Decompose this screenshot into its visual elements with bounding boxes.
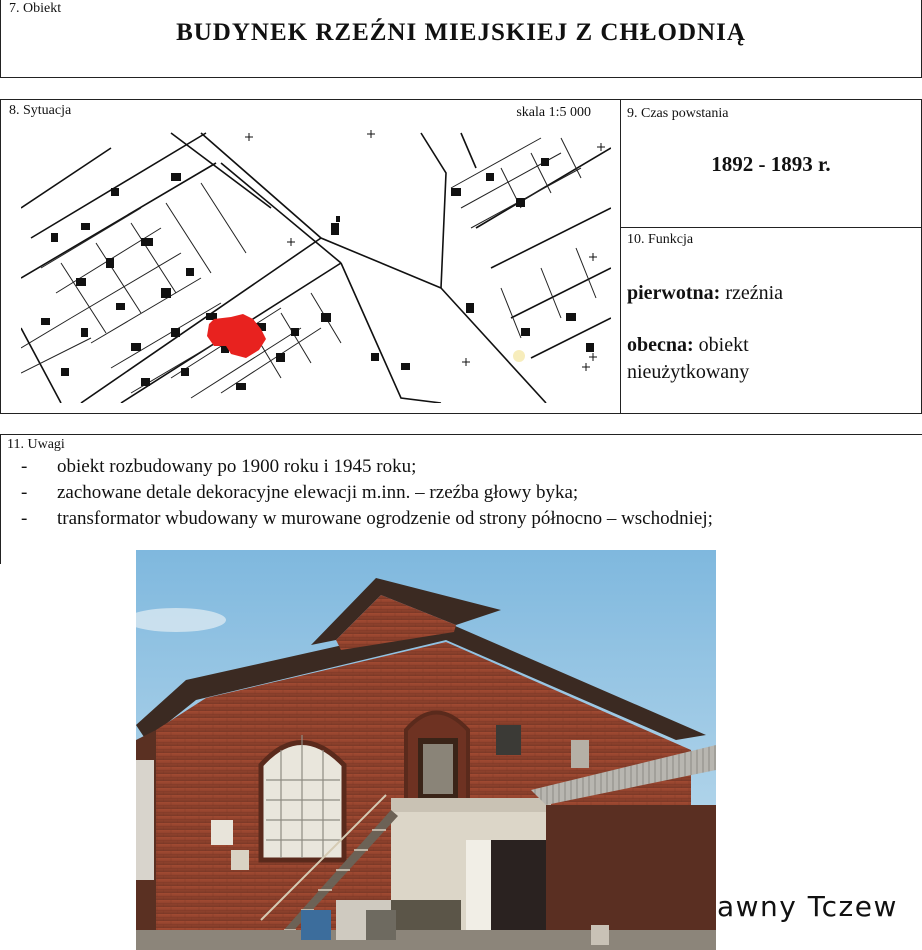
list-item: - obiekt rozbudowany po 1900 roku i 1945 roku; bbox=[21, 456, 417, 477]
notes-label: 11. Uwagi bbox=[7, 437, 65, 452]
construction-time-section bbox=[620, 99, 922, 229]
page-title: BUDYNEK RZEŹNI MIEJSKIEJ Z CHŁODNIĄ bbox=[176, 19, 746, 46]
original-function-label: pierwotna: bbox=[627, 282, 721, 304]
function-section bbox=[620, 227, 922, 414]
notes-list bbox=[21, 454, 713, 532]
construction-time-label: 9. Czas powstania bbox=[627, 106, 729, 121]
object-section bbox=[0, 0, 922, 78]
situation-section bbox=[0, 99, 622, 414]
notes-section bbox=[0, 434, 922, 564]
current-function-value-2: nieużytkowany bbox=[627, 361, 750, 383]
original-function bbox=[627, 280, 783, 307]
object-label: 7. Obiekt bbox=[9, 1, 62, 16]
function-label: 10. Funkcja bbox=[627, 232, 694, 247]
cadastral-map bbox=[21, 128, 611, 403]
map-scale: skala 1:5 000 bbox=[516, 105, 591, 120]
current-function-label: obecna: bbox=[627, 334, 694, 356]
watermark: awny Tczew bbox=[717, 890, 898, 923]
current-function bbox=[627, 332, 749, 386]
list-item: - zachowane detale dekoracyjne elewacji m.inn. – rzeźba głowy byka; bbox=[21, 482, 579, 503]
building-photo bbox=[136, 550, 716, 950]
list-item: - transformator wbudowany w murowane ogrodzenie od strony północno – wschodniej; bbox=[21, 508, 713, 529]
current-function-value: obiekt bbox=[698, 334, 749, 356]
situation-label: 8. Sytuacja bbox=[9, 103, 72, 118]
original-function-value: rzeźnia bbox=[725, 282, 784, 304]
construction-date: 1892 - 1893 r. bbox=[711, 152, 831, 176]
